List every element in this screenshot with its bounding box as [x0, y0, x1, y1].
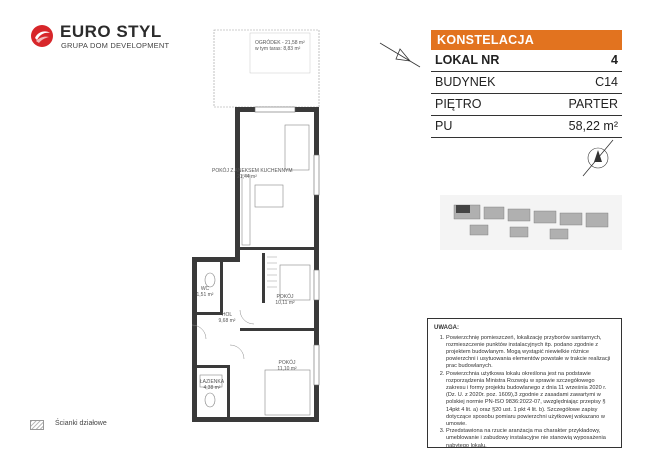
partition-wall-swatch [30, 420, 44, 430]
stairs [267, 257, 277, 287]
notes-title: UWAGA: [434, 325, 459, 331]
room-area: 4,38 m² [203, 385, 221, 391]
legend-label: Ścianki działowe [55, 420, 107, 427]
windows [255, 107, 319, 385]
notes-list [434, 335, 613, 450]
garden-terrace-text: w tym taras: 8,83 m² [255, 46, 301, 52]
room-label-bedroom-2 [272, 360, 302, 372]
site-plan-map [440, 195, 622, 250]
compass-icon [575, 138, 620, 178]
room-name: WC [200, 286, 210, 292]
project-name: KONSTELACJA [431, 30, 622, 50]
info-row-floor [431, 94, 622, 116]
info-row-unit [431, 50, 622, 72]
room-area: 11,10 m² [277, 366, 297, 372]
brand-subtitle: GRUPA DOM DEVELOPMENT [61, 41, 170, 50]
logo-icon [30, 24, 54, 48]
info-row-area [431, 116, 622, 138]
building-highlight [456, 205, 470, 213]
note-item: 1. Powierzchnię pomieszczeń, lokalizację przyborów sanitarnych, rozmieszczenie punktów instalacyjnych itp. podano zgodnie z projektem budowlanym. Mogą wystąpić niewielkie różnice powierzchni i usytuowania elementów powstałe w trakcie realizacji prac budowlanych. [446, 335, 613, 370]
room-label-wc [195, 286, 215, 298]
note-item: 3. Przedstawiona na rzucie aranżacja ma charakter przykładowy, umeblowanie i zabudowy instalacyjne nie stanowią wyposażenia nabytego lokalu. [446, 428, 613, 449]
room-name: POKÓJ Z ANEKSEM KUCHENNYM [212, 168, 293, 174]
room-label-bathroom [197, 379, 227, 391]
room-label-hall [212, 312, 242, 324]
room-name: POKÓJ [276, 294, 294, 300]
info-value: PARTER [568, 97, 618, 111]
room-label-bedroom-1 [270, 294, 300, 306]
room-name: HOL [221, 312, 233, 318]
room-area: 21,44 m² [237, 174, 257, 180]
room-label-living [212, 168, 293, 180]
room-name: ŁAZIENKA [199, 379, 225, 385]
info-label: PIĘTRO [435, 97, 482, 111]
brand-name: EURO STYL [60, 22, 162, 41]
info-label: BUDYNEK [435, 75, 496, 89]
info-value: 4 [611, 53, 618, 67]
north-arrow-icon [375, 35, 425, 75]
notes-box [427, 318, 622, 448]
room-area: 9,68 m² [218, 318, 236, 324]
brand-logo [30, 22, 180, 52]
room-area: 1,51 m² [196, 292, 214, 298]
garden-label [255, 40, 305, 52]
info-value: 58,22 m² [568, 119, 618, 133]
info-panel [431, 30, 622, 138]
info-row-building [431, 72, 622, 94]
info-label: LOKAL NR [435, 53, 500, 67]
room-name: POKÓJ [278, 360, 296, 366]
garden-area-text: OGRÓDEK - 21,58 m² [255, 40, 305, 46]
room-area: 10,11 m² [275, 300, 295, 306]
info-value: C14 [595, 75, 618, 89]
info-label: PU [435, 119, 453, 133]
note-item: 2. Powierzchnia użytkowa lokalu określona jest na podstawie rozporządzenia Ministra Rozwoju w sprawie szczegółowego zakresu i formy projektu budowlanego z dnia 11 września 2020 r. (Dz. U. z 2020r. poz. 1609),3 zgodnie z zasadami zawartymi w polskiej normie PN-ISO 9836:2022-07, uwzględniając przepisy § 14pkt 4 lit. a) oraz §20 ust. 1 pkt 4 lit. b). Szczegółowe zapisy dotyczące sposobu pomiaru powierzchni użytkowej wskazano w umowie. [446, 371, 613, 428]
